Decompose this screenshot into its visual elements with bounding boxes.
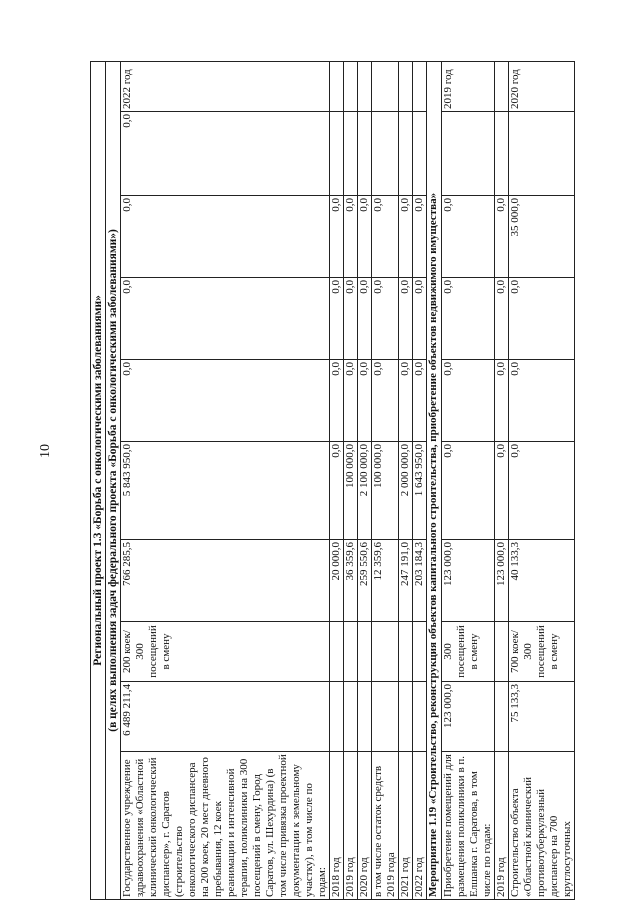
table-row: [495, 61, 509, 899]
object-name: Приобретение помещений для размещения поликлиники в п. Елшанка г. Саратова, в том числе по годам:: [442, 752, 495, 900]
value-cell: 0,0: [413, 196, 427, 278]
page-number: 10: [38, 444, 53, 458]
value-cell: 20 000,0: [330, 540, 344, 622]
table-row: [358, 61, 372, 899]
value-cell: 123 000,0: [495, 540, 509, 622]
rotated-table-container: [90, 62, 573, 900]
table-row: [372, 61, 399, 899]
value-cell: 123 000,0: [442, 540, 495, 622]
table-row: [509, 61, 575, 899]
value-cell: 0,0: [495, 196, 509, 278]
row-label: 2022 год: [413, 752, 427, 900]
value-cell: 2 100 000,0: [358, 442, 372, 540]
value-cell: 0,0: [442, 442, 495, 540]
value-cell: 35 000,0: [509, 196, 575, 278]
value-cell: 259 550,6: [358, 540, 372, 622]
measure-title: Мероприятие 1.19 «Строительство, реконструкция объектов капитального строительства, приобретение объектов недвижимого имущества»: [427, 61, 442, 899]
value-cell: 0,0: [358, 196, 372, 278]
row-label: 2019 год: [344, 752, 358, 900]
budget-table: [90, 61, 575, 900]
row-label: 2019 год: [495, 752, 509, 900]
object-capacity: 300 посещений в смену: [442, 622, 495, 682]
value-cell: 0,0: [372, 278, 399, 360]
completion-year: 2019 год: [442, 61, 495, 111]
value-cell: 0,0: [358, 360, 372, 442]
value-cell: 0,0: [330, 442, 344, 540]
object-name: Строительство объекта «Областной клинический противотуберкулезный диспансер на 700 круглосуточных: [509, 752, 575, 900]
value-cell: 5 843 950,0: [121, 442, 330, 540]
value-cell: 0,0: [121, 196, 330, 278]
value-cell: 1 643 950,0: [413, 442, 427, 540]
table-row: [330, 61, 344, 899]
value-cell: 0,0: [495, 360, 509, 442]
value-cell: 0,0: [442, 360, 495, 442]
value-cell: 0,0: [121, 360, 330, 442]
value-cell: 766 285,5: [121, 540, 330, 622]
row-label: 2020 год: [358, 752, 372, 900]
value-cell: 12 359,6: [372, 540, 399, 622]
object-cost: 6 489 211,4: [121, 682, 330, 752]
object-name: Государственное учреждение здравоохранения «Областной клинический онкологический диспансер», г. Саратов (строительство онкологического диспансера на 200 коек, 20 мест дневного пребывания, 12 коек реанимации и интенсивной терапии, поликлиники на 300 посещений в смену, Город Саратов, ул. Шехурдина) (в том числе привязка проектной документации к земельному участку), в том числе по годам:: [121, 752, 330, 900]
table-row: [413, 61, 427, 899]
value-cell: 0,0: [413, 360, 427, 442]
row-label: 2021 год: [399, 752, 413, 900]
value-cell: 100 000,0: [372, 442, 399, 540]
value-cell: 0,0: [509, 278, 575, 360]
value-cell: 247 191,0: [399, 540, 413, 622]
value-cell: 0,0: [330, 278, 344, 360]
table-row: [121, 61, 330, 899]
value-cell: 0,0: [509, 360, 575, 442]
object-cost: 75 133,3: [509, 682, 575, 752]
table-viewport: [90, 62, 573, 900]
value-cell: 0,0: [442, 196, 495, 278]
object-cost: 123 000,0: [442, 682, 495, 752]
table-row: [399, 61, 413, 899]
value-cell: 0,0: [442, 278, 495, 360]
value-cell: 203 184,3: [413, 540, 427, 622]
value-cell: 0,0: [121, 112, 330, 196]
value-cell: 0,0: [330, 360, 344, 442]
object-capacity: 700 коек/ 300 посещений в смену: [509, 622, 575, 682]
value-cell: 0,0: [372, 196, 399, 278]
value-cell: 0,0: [372, 360, 399, 442]
value-cell: 0,0: [121, 278, 330, 360]
row-label: 2018 год: [330, 752, 344, 900]
value-cell: 0,0: [399, 360, 413, 442]
regional-project-subtitle: (в целях выполнения задач федерального проекта «Борьба с онкологическими заболеваниями»): [106, 61, 121, 899]
completion-year: 2022 год: [121, 61, 330, 111]
value-cell: 0,0: [344, 196, 358, 278]
value-cell: 0,0: [509, 442, 575, 540]
value-cell: 0,0: [413, 278, 427, 360]
value-cell: 0,0: [358, 278, 372, 360]
regional-project-title: Региональный проект 1.3 «Борьба с онкологическими заболеваниями»: [91, 61, 106, 899]
value-cell: 100 000,0: [344, 442, 358, 540]
table-row: [442, 61, 495, 899]
object-capacity: 200 коек/ 300 посещений в смену: [121, 622, 330, 682]
value-cell: 36 359,6: [344, 540, 358, 622]
completion-year: 2020 год: [509, 61, 575, 111]
value-cell: 0,0: [344, 360, 358, 442]
table-row: [344, 61, 358, 899]
value-cell: 0,0: [495, 278, 509, 360]
value-cell: 40 133,3: [509, 540, 575, 622]
value-cell: 0,0: [330, 196, 344, 278]
value-cell: 0,0: [399, 196, 413, 278]
value-cell: 2 000 000,0: [399, 442, 413, 540]
value-cell: 0,0: [344, 278, 358, 360]
row-label: в том числе остаток средств 2019 года: [372, 752, 399, 900]
value-cell: 0,0: [495, 442, 509, 540]
value-cell: 0,0: [399, 278, 413, 360]
